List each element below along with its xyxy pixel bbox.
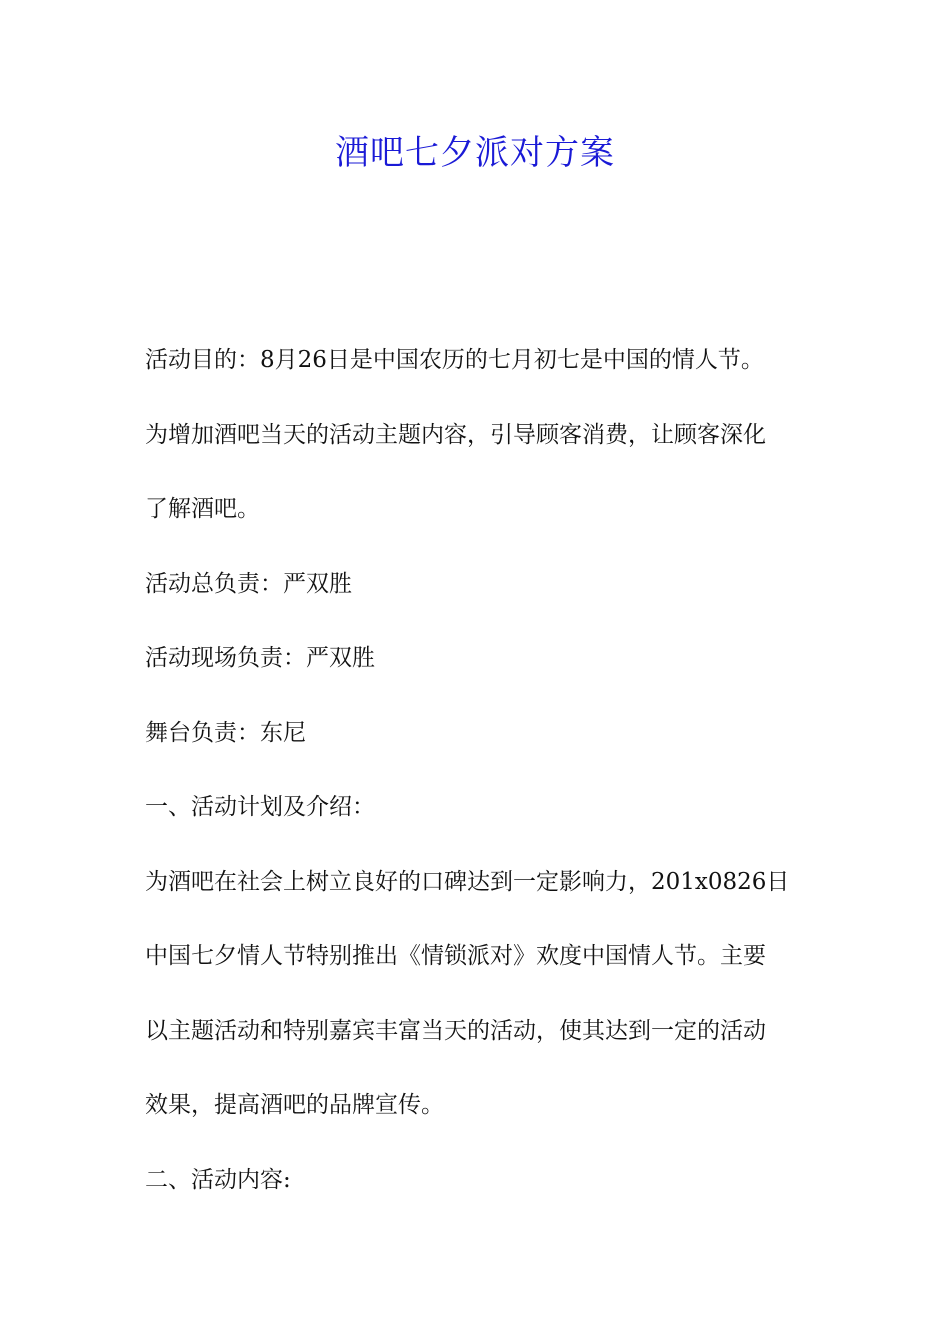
section-heading-plan: 一、活动计划及介绍：	[145, 794, 375, 820]
purpose-line-3: 了解酒吧。	[145, 496, 260, 522]
plan-paragraph-line-2: 中国七夕情人节特别推出《情锁派对》欢度中国情人节。主要	[145, 943, 766, 969]
general-manager-line: 活动总负责：严双胜	[145, 570, 352, 597]
document-body	[145, 340, 815, 1234]
document-title: 酒吧七夕派对方案	[335, 133, 615, 173]
purpose-line-1: 活动目的：8月26日是中国农历的七月初七是中国的情人节。	[145, 347, 764, 373]
plan-paragraph-line-4: 效果，提高酒吧的品牌宣传。	[145, 1092, 444, 1118]
section-heading-content: 二、活动内容:	[145, 1166, 291, 1193]
stage-manager-line: 舞台负责：东尼	[145, 719, 306, 746]
onsite-manager-line: 活动现场负责：严双胜	[145, 645, 375, 671]
purpose-line-2: 为增加酒吧当天的活动主题内容，引导顾客消费，让顾客深化	[145, 421, 766, 448]
plan-paragraph-line-1: 为酒吧在社会上树立良好的口碑达到一定影响力，201x0826日	[145, 868, 790, 895]
plan-paragraph-line-3: 以主题活动和特别嘉宾丰富当天的活动，使其达到一定的活动	[145, 1017, 766, 1044]
